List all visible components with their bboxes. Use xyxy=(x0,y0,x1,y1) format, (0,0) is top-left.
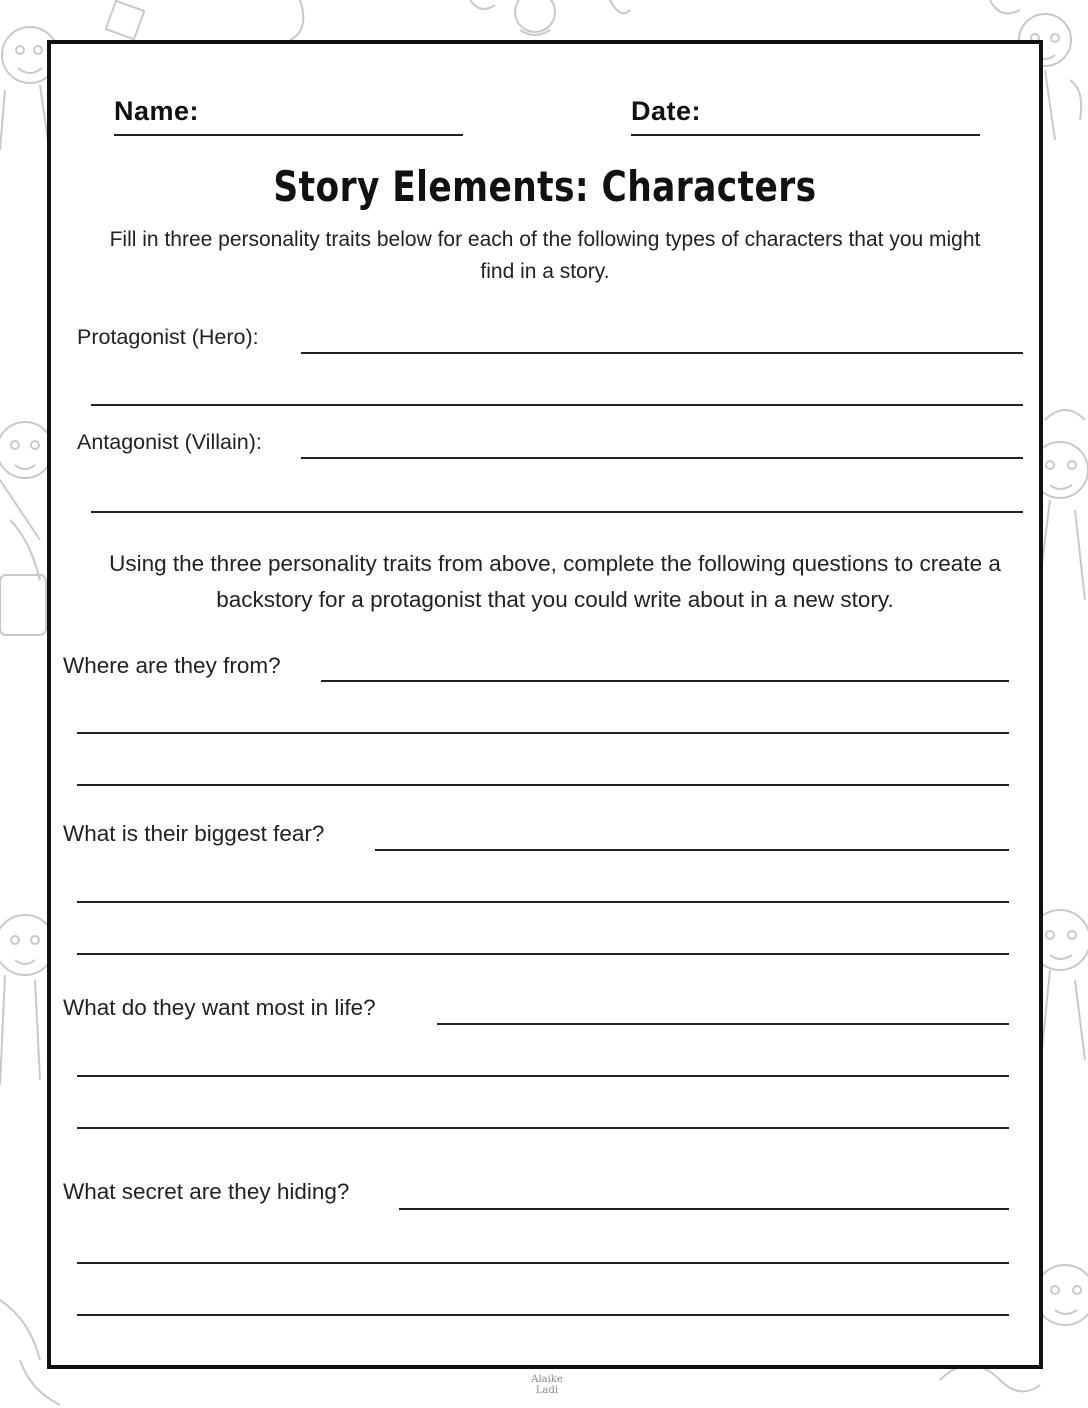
date-field[interactable] xyxy=(631,134,980,136)
name-label: Name: xyxy=(114,96,200,126)
answer-line[interactable] xyxy=(77,1262,1009,1264)
answer-line[interactable] xyxy=(77,784,1009,786)
answer-line[interactable] xyxy=(77,1314,1009,1316)
answer-line[interactable] xyxy=(77,953,1009,955)
antagonist-label: Antagonist (Villain): xyxy=(77,430,262,454)
date-label: Date: xyxy=(631,96,702,126)
worksheet xyxy=(47,40,1043,1369)
question-want-most: What do they want most in life? xyxy=(63,995,376,1020)
protagonist-label: Protagonist (Hero): xyxy=(77,325,259,349)
answer-line[interactable] xyxy=(77,1075,1009,1077)
antagonist-answer-line[interactable] xyxy=(301,457,1023,459)
protagonist-answer-line[interactable] xyxy=(91,404,1023,406)
question-secret: What secret are they hiding? xyxy=(63,1179,350,1204)
footer-logo-text: Alaike Ladi xyxy=(531,1374,563,1396)
name-field[interactable] xyxy=(114,134,463,136)
answer-line[interactable] xyxy=(399,1208,1009,1210)
antagonist-answer-line[interactable] xyxy=(91,511,1023,513)
footer-logo xyxy=(524,1374,570,1400)
protagonist-answer-line[interactable] xyxy=(301,352,1023,354)
answer-line[interactable] xyxy=(77,1127,1009,1129)
question-biggest-fear: What is their biggest fear? xyxy=(63,821,325,846)
answer-line[interactable] xyxy=(77,901,1009,903)
backstory-instructions: Using the three personality traits from above, complete the following questions to create a backstory for a protagonist that you could write about in a new story. xyxy=(109,551,1001,612)
answer-line[interactable] xyxy=(321,680,1009,682)
answer-line[interactable] xyxy=(375,849,1009,851)
answer-line[interactable] xyxy=(437,1023,1009,1025)
question-where-from: Where are they from? xyxy=(63,653,281,678)
page-title: Story Elements: Characters xyxy=(273,162,817,211)
answer-line[interactable] xyxy=(77,732,1009,734)
instructions: Fill in three personality traits below for each of the following types of characters that you might find in a story. xyxy=(109,228,981,283)
